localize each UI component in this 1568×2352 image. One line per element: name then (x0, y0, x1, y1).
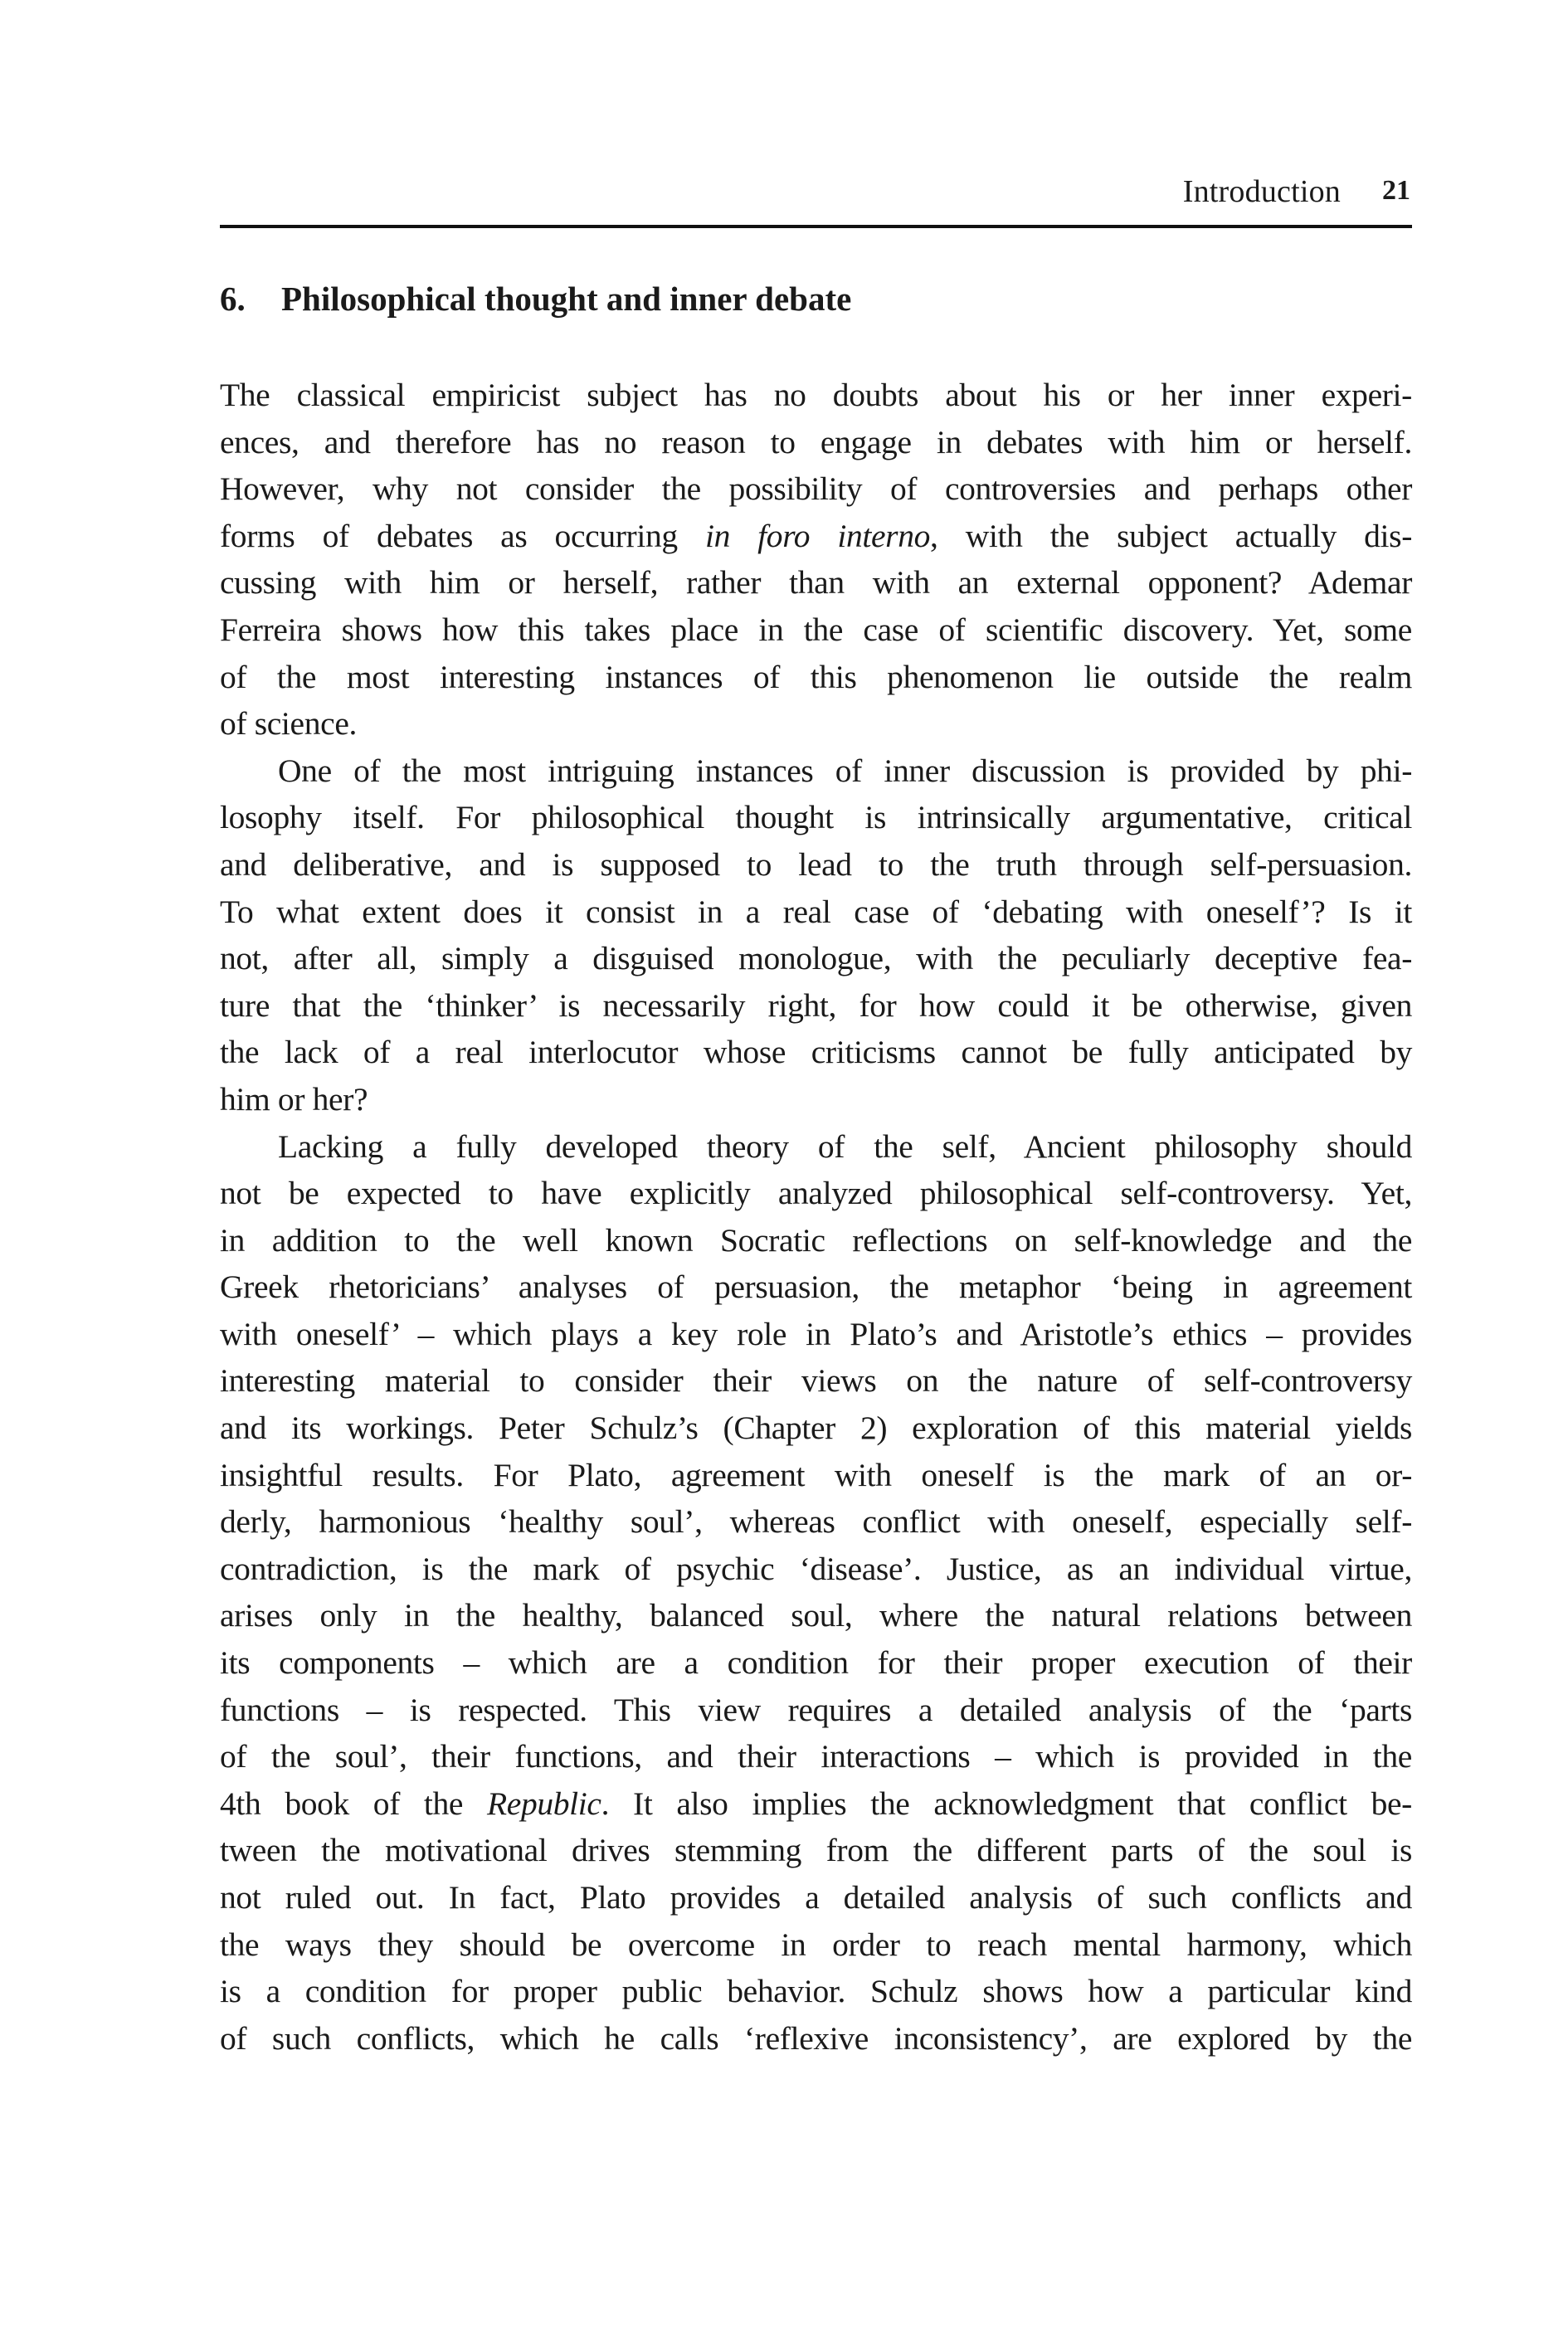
text-segment: However, why not consider the possibility of controversies and perhaps other (220, 470, 1412, 508)
text-line (220, 1546, 1412, 1593)
running-head (220, 166, 1412, 228)
text-line (220, 1311, 1412, 1358)
text-line (220, 889, 1412, 936)
text-line (220, 1498, 1412, 1546)
text-segment: losophy itself. For philosophical thought is intrinsically argumentative, critical (220, 799, 1412, 836)
section-title: Philosophical thought and inner debate (281, 280, 852, 318)
text-line (220, 1217, 1412, 1264)
text-line (220, 1780, 1412, 1828)
section-heading (220, 279, 851, 319)
body-text (220, 372, 1412, 2062)
text-line (220, 654, 1412, 701)
text-line (220, 1592, 1412, 1639)
paragraph (220, 747, 1412, 1123)
text-segment: not be expected to have explicitly analyzed philosophical self-controversy. Yet, (220, 1175, 1412, 1212)
text-segment: 4th book of the (220, 1785, 488, 1822)
text-segment: ences, and therefore has no reason to engage in debates with him or herself. (220, 423, 1412, 460)
paragraph (220, 1123, 1412, 2062)
paragraph (220, 372, 1412, 747)
text-segment: not ruled out. In fact, Plato provides a detailed analysis of such conflicts and (220, 1879, 1412, 1916)
text-segment: Ferreira shows how this takes place in the case of scientific discovery. Yet, some (220, 611, 1412, 648)
text-line (220, 1874, 1412, 1921)
text-line (220, 372, 1412, 419)
text-line (220, 1264, 1412, 1311)
text-line (220, 606, 1412, 654)
text-segment: Greek rhetoricians’ analyses of persuasion, the metaphor ‘being in agreement (220, 1269, 1412, 1306)
text-line (220, 1357, 1412, 1405)
text-line (220, 1452, 1412, 1499)
text-segment: . It also implies the acknowledgment that conflict be- (601, 1785, 1412, 1822)
text-segment: ture that the ‘thinker’ is necessarily right, for how could it be otherwise, given (220, 986, 1412, 1024)
running-head-title: Introduction (1182, 174, 1341, 209)
text-segment: its components – which are a condition for their proper execution of their (220, 1644, 1412, 1682)
text-line (220, 1029, 1412, 1076)
text-segment: tween the motivational drives stemming from the different parts of the soul is (220, 1832, 1412, 1869)
text-segment: cussing with him or herself, rather than with an external opponent? Ademar (220, 564, 1412, 601)
text-line (220, 559, 1412, 606)
text-line (220, 1123, 1412, 1171)
text-segment: functions – is respected. This view requires a detailed analysis of the ‘parts (220, 1691, 1412, 1728)
text-segment: , with the subject actually dis- (930, 517, 1413, 554)
text-segment: and its workings. Peter Schulz’s (Chapter 2) exploration of this material yields (220, 1410, 1412, 1447)
italic-text: in foro interno (704, 517, 930, 554)
text-segment: To what extent does it consist in a real case of ‘debating with oneself’? Is it (220, 893, 1412, 930)
text-line (220, 465, 1412, 513)
text-segment: not, after all, simply a disguised monologue, with the peculiarly deceptive fea- (220, 940, 1412, 977)
text-line (220, 1687, 1412, 1734)
text-line (220, 1170, 1412, 1217)
text-line (220, 982, 1412, 1030)
text-segment: of science. (220, 705, 358, 743)
text-segment: of such conflicts, which he calls ‘reflexive inconsistency’, are explored by the (220, 2019, 1412, 2057)
text-segment: derly, harmonious ‘healthy soul’, whereas conflict with oneself, especially self- (220, 1503, 1412, 1541)
text-segment: insightful results. For Plato, agreement with oneself is the mark of an or- (220, 1456, 1412, 1493)
text-line (220, 1405, 1412, 1452)
text-segment: of the most interesting instances of this phenomenon lie outside the realm (220, 658, 1412, 695)
text-line (220, 1639, 1412, 1687)
text-line (220, 2015, 1412, 2062)
text-line (220, 419, 1412, 466)
text-segment: with oneself’ – which plays a key role in Plato’s and Aristotle’s ethics – provides (220, 1315, 1412, 1352)
text-line (220, 1968, 1412, 2015)
text-line (220, 1827, 1412, 1874)
italic-text: Republic (487, 1785, 601, 1822)
text-segment: contradiction, is the mark of psychic ‘disease’. Justice, as an individual virtue, (220, 1550, 1412, 1587)
text-segment: arises only in the healthy, balanced soul, where the natural relations between (220, 1597, 1412, 1634)
page-number: 21 (1382, 175, 1410, 206)
text-segment: interesting material to consider their views on the nature of self-controversy (220, 1362, 1412, 1400)
text-line (220, 1733, 1412, 1780)
text-line (220, 513, 1412, 560)
text-segment: the lack of a real interlocutor whose criticisms cannot be fully anticipated by (220, 1034, 1412, 1071)
text-segment: forms of debates as occurring (220, 517, 705, 554)
text-line (220, 700, 1412, 747)
text-segment: The classical empiricist subject has no doubts about his or her inner experi- (220, 377, 1412, 413)
text-line (220, 841, 1412, 889)
text-segment: One of the most intriguing instances of inner discussion is provided by phi- (278, 752, 1412, 789)
text-segment: Lacking a fully developed theory of the self, Ancient philosophy should (278, 1127, 1412, 1165)
text-line (220, 794, 1412, 841)
text-line (220, 1076, 1412, 1123)
text-segment: is a condition for proper public behavior. Schulz shows how a particular kind (220, 1973, 1412, 2010)
text-segment: the ways they should be overcome in order to reach mental harmony, which (220, 1926, 1412, 1963)
text-segment: of the soul’, their functions, and their interactions – which is provided in the (220, 1738, 1412, 1775)
text-segment: him or her? (220, 1080, 368, 1118)
text-segment: and deliberative, and is supposed to lead to the truth through self-persuasion. (220, 845, 1412, 883)
text-line (220, 935, 1412, 982)
text-line (220, 747, 1412, 795)
section-number: 6. (220, 280, 246, 318)
text-line (220, 1921, 1412, 1969)
text-segment: in addition to the well known Socratic reflections on self-knowledge and the (220, 1221, 1412, 1259)
